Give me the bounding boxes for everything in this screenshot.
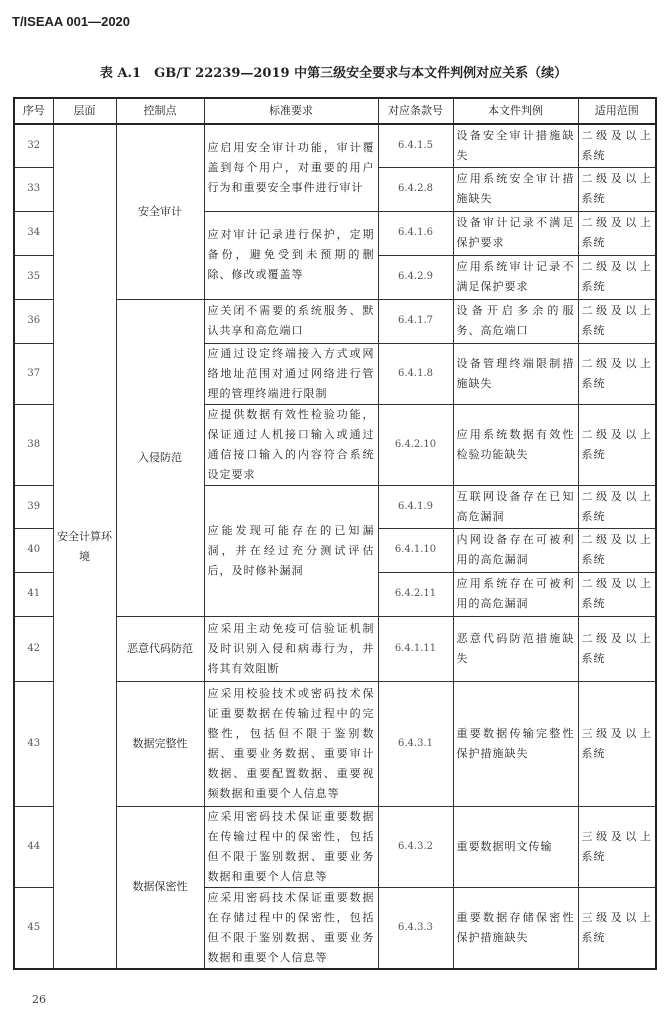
table-caption: 表 A.1 GB/T 22239—2019 中第三级安全要求与本文件判例对应关系（续）: [99, 66, 568, 81]
case-cell: 内网设备存在可被利用的高危漏洞: [453, 528, 578, 572]
clause-cell: 6.4.3.1: [378, 681, 453, 806]
scope-cell: 二级及以上系统: [578, 572, 656, 616]
scope-cell: 二级及以上系统: [578, 485, 656, 528]
row-number: 35: [14, 255, 53, 299]
case-cell: 应用系统安全审计措施缺失: [453, 167, 578, 211]
row-number: 40: [14, 528, 53, 572]
col-header-scope: 适用范围: [578, 98, 656, 124]
requirement-cell: 应关闭不需要的系统服务、默认共享和高危端口: [204, 299, 378, 343]
row-number: 32: [14, 124, 53, 167]
clause-cell: 6.4.1.9: [378, 485, 453, 528]
requirement-cell: 应能发现可能存在的已知漏洞，并在经过充分测试评估后，及时修补漏洞: [204, 485, 378, 616]
row-number: 44: [14, 806, 53, 887]
clause-cell: 6.4.3.2: [378, 806, 453, 887]
table-header-row: [14, 98, 656, 124]
page-number: 26: [32, 993, 46, 1006]
case-cell: 设备审计记录不满足保护要求: [453, 211, 578, 255]
layer-cell: 安全计算环境: [53, 124, 116, 969]
clause-cell: 6.4.2.11: [378, 572, 453, 616]
col-header-case: 本文件判例: [453, 98, 578, 124]
control-point-cell: 数据保密性: [116, 806, 204, 969]
clause-cell: 6.4.1.7: [378, 299, 453, 343]
requirement-cell: 应采用校验技术或密码技术保证重要数据在传输过程中的完整性，包括但不限于鉴别数据、重要业务数据、重要审计数据、重要配置数据、重要视频数据和重要个人信息等: [204, 681, 378, 806]
scope-cell: 二级及以上系统: [578, 167, 656, 211]
case-cell: 重要数据存储保密性保护措施缺失: [453, 887, 578, 969]
clause-cell: 6.4.1.10: [378, 528, 453, 572]
requirement-cell: 应采用密码技术保证重要数据在传输过程中的保密性，包括但不限于鉴别数据、重要业务数据和重要个人信息等: [204, 806, 378, 887]
scope-cell: 二级及以上系统: [578, 616, 656, 681]
requirement-cell: 应提供数据有效性检验功能，保证通过人机接口输入或通过通信接口输入的内容符合系统设定要求: [204, 404, 378, 485]
table-row: [14, 124, 656, 167]
clause-cell: 6.4.1.6: [378, 211, 453, 255]
clause-cell: 6.4.3.3: [378, 887, 453, 969]
control-point-cell: 入侵防范: [116, 299, 204, 616]
requirement-cell: 应对审计记录进行保护，定期备份，避免受到未预期的删除、修改或覆盖等: [204, 211, 378, 299]
scope-cell: 二级及以上系统: [578, 124, 656, 167]
row-number: 42: [14, 616, 53, 681]
clause-cell: 6.4.1.8: [378, 343, 453, 404]
case-cell: 设备安全审计措施缺失: [453, 124, 578, 167]
scope-cell: 二级及以上系统: [578, 211, 656, 255]
clause-cell: 6.4.2.8: [378, 167, 453, 211]
row-number: 41: [14, 572, 53, 616]
case-cell: 恶意代码防范措施缺失: [453, 616, 578, 681]
scope-cell: 二级及以上系统: [578, 404, 656, 485]
row-number: 37: [14, 343, 53, 404]
scope-cell: 二级及以上系统: [578, 528, 656, 572]
case-cell: 应用系统数据有效性检验功能缺失: [453, 404, 578, 485]
col-header-clause: 对应条款号: [378, 98, 453, 124]
case-cell: 互联网设备存在已知高危漏洞: [453, 485, 578, 528]
requirement-cell: 应采用密码技术保证重要数据在存储过程中的保密性，包括但不限于鉴别数据、重要业务数据和重要个人信息等: [204, 887, 378, 969]
case-cell: 重要数据明文传输: [453, 806, 578, 887]
clause-cell: 6.4.2.9: [378, 255, 453, 299]
scope-cell: 三级及以上系统: [578, 681, 656, 806]
requirements-mapping-table: [13, 97, 657, 970]
case-cell: 应用系统审计记录不满足保护要求: [453, 255, 578, 299]
row-number: 39: [14, 485, 53, 528]
control-point-cell: 恶意代码防范: [116, 616, 204, 681]
scope-cell: 三级及以上系统: [578, 887, 656, 969]
case-cell: 设备开启多余的服务、高危端口: [453, 299, 578, 343]
row-number: 36: [14, 299, 53, 343]
scope-cell: 三级及以上系统: [578, 806, 656, 887]
clause-cell: 6.4.1.5: [378, 124, 453, 167]
col-header-no: 序号: [14, 98, 53, 124]
control-point-cell: 安全审计: [116, 124, 204, 299]
col-header-layer: 层面: [53, 98, 116, 124]
clause-cell: 6.4.2.10: [378, 404, 453, 485]
scope-cell: 二级及以上系统: [578, 299, 656, 343]
row-number: 34: [14, 211, 53, 255]
requirement-cell: 应采用主动免疫可信验证机制及时识别入侵和病毒行为，并将其有效阻断: [204, 616, 378, 681]
col-header-requirement: 标准要求: [204, 98, 378, 124]
scope-cell: 二级及以上系统: [578, 343, 656, 404]
case-cell: 设备管理终端限制措施缺失: [453, 343, 578, 404]
requirement-cell: 应通过设定终端接入方式或网络地址范围对通过网络进行管理的管理终端进行限制: [204, 343, 378, 404]
row-number: 33: [14, 167, 53, 211]
control-point-cell: 数据完整性: [116, 681, 204, 806]
row-number: 45: [14, 887, 53, 969]
row-number: 38: [14, 404, 53, 485]
document-id: T/ISEAA 001—2020: [12, 14, 131, 29]
case-cell: 重要数据传输完整性保护措施缺失: [453, 681, 578, 806]
requirement-cell: 应启用安全审计功能，审计覆盖到每个用户，对重要的用户行为和重要安全事件进行审计: [204, 124, 378, 211]
row-number: 43: [14, 681, 53, 806]
case-cell: 应用系统存在可被利用的高危漏洞: [453, 572, 578, 616]
col-header-control: 控制点: [116, 98, 204, 124]
clause-cell: 6.4.1.11: [378, 616, 453, 681]
scope-cell: 二级及以上系统: [578, 255, 656, 299]
